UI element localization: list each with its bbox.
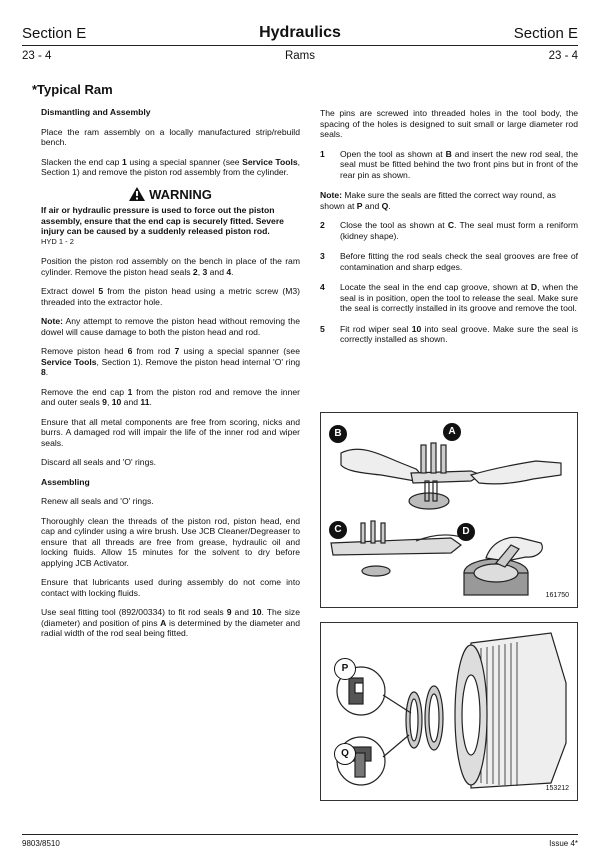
- step-4: 4 Locate the seal in the end cap groove, shown at D, when the seal is in position, open the tool to release the seal. Make sure the seal is correctly installed in its groove and remove the tool.: [320, 282, 578, 313]
- paragraph-1: Place the ram assembly on a locally manufactured strip/rebuild bench.: [41, 126, 300, 147]
- callout-c: C: [329, 521, 347, 539]
- paragraph-12: Ensure that lubricants used during assembly do not come into contact with locking fluids.: [41, 577, 300, 598]
- callout-b: B: [329, 425, 347, 443]
- warning-icon: [129, 187, 145, 203]
- figure2-ref: 153212: [545, 785, 569, 792]
- paragraph-2: Slacken the end cap 1 using a special spanner (see Service Tools, Section 1) and remove the piston rod assembly from the cylinder.: [41, 156, 301, 177]
- right-column: [320, 108, 578, 355]
- section-label-left: Section E: [22, 25, 87, 42]
- subject-title: Rams: [284, 50, 316, 62]
- dismantling-heading: Dismantling and Assembly: [41, 107, 151, 117]
- step-2: 2 Close the tool as shown at C. The seal must form a reniform (kidney shape).: [320, 220, 578, 241]
- warning-heading: WARNING: [41, 187, 300, 203]
- warning-text: If air or hydraulic pressure is used to force out the piston assembly, ensure that the end cap is securely fitted. Severe injury can be caused by a suddenly released piston rod.: [41, 205, 284, 236]
- paragraph-4: Extract dowel 5 from the piston head using a metric screw (M3) threaded into the extractor hole.: [41, 286, 300, 307]
- seal-orientation-note: Note: Make sure the seals are fitted the correct way round, as shown at P and Q.: [320, 190, 556, 211]
- note-paragraph: Note: Any attempt to remove the piston head without removing the dowel will cause damage to both the piston head and rod.: [41, 316, 300, 337]
- page-number-left: 23 - 4: [22, 50, 52, 62]
- seal-tool-illustration: [321, 413, 577, 607]
- callout-p: P: [334, 658, 356, 680]
- page-subheader: [22, 50, 578, 66]
- intro-paragraph: The pins are screwed into threaded holes in the tool body, the spacing of the holes is designed to suit small or large diameter rod seals.: [320, 108, 578, 139]
- callout-q: Q: [334, 743, 356, 765]
- figure1-ref: 161750: [545, 592, 569, 599]
- step-5: 5 Fit rod wiper seal 10 into seal groove. Make sure the seal is correctly installed as shown.: [320, 323, 578, 344]
- section-label-right: Section E: [513, 25, 578, 42]
- end-cap-seal-figure: [320, 622, 578, 801]
- seal-tool-figure: [320, 412, 578, 608]
- left-column: [41, 107, 300, 648]
- callout-d: D: [457, 523, 475, 541]
- paragraph-6: Remove piston head 6 from rod 7 using a special spanner (see Service Tools, Section 1). Remove the piston head internal 'O' ring 8.: [41, 346, 301, 377]
- paragraph-10: Renew all seals and 'O' rings.: [41, 496, 154, 506]
- paragraph-8: Ensure that all metal components are free from scoring, nicks and burrs. A damaged rod will impair the life of the inner rod and wiper seals.: [41, 416, 300, 448]
- page-number-right: 23 - 4: [548, 50, 578, 62]
- procedure-steps: [320, 149, 578, 345]
- issue-number: Issue 4*: [549, 839, 578, 848]
- paragraph-9: Discard all seals and 'O' rings.: [41, 457, 157, 467]
- assembling-heading: Assembling: [41, 476, 90, 487]
- end-cap-illustration: [321, 623, 577, 800]
- step-3: 3 Before fitting the rod seals check the seal grooves are free of contamination and sharp edges.: [320, 251, 578, 272]
- main-title: *Typical Ram: [32, 82, 113, 97]
- callout-a: A: [443, 423, 461, 441]
- warning-reference: HYD 1 - 2: [41, 236, 74, 246]
- paragraph-7: Remove the end cap 1 from the piston rod and remove the inner and outer seals 9, 10 and 11.: [41, 386, 300, 407]
- document-number: 9803/8510: [22, 839, 60, 848]
- step-1: 1 Open the tool as shown at B and insert the new rod seal, the seal must be fitted behind the two front pins but in front of the rear pin as shown.: [320, 148, 578, 180]
- paragraph-11: Thoroughly clean the threads of the piston rod, piston head, end cap and cylinder using a wire brush. Use JCB Cleaner/Degreaser to ensure that all threads are free from grease, hydraulic oil and locking fluids. Allow 15 minutes for the solvent to dry before applying JCB Activator.: [41, 515, 300, 568]
- paragraph-3: Position the piston rod assembly on the bench in place of the ram cylinder. Remove the piston head seals 2, 3 and 4.: [41, 256, 300, 277]
- paragraph-13: Use seal fitting tool (892/00334) to fit rod seals 9 and 10. The size (diameter) and position of pins A is determined by the diameter and radial width of the rod seal being fitted.: [41, 607, 300, 638]
- page-header: [22, 22, 578, 46]
- footer-divider: [22, 834, 578, 835]
- chapter-title: Hydraulics: [259, 24, 341, 41]
